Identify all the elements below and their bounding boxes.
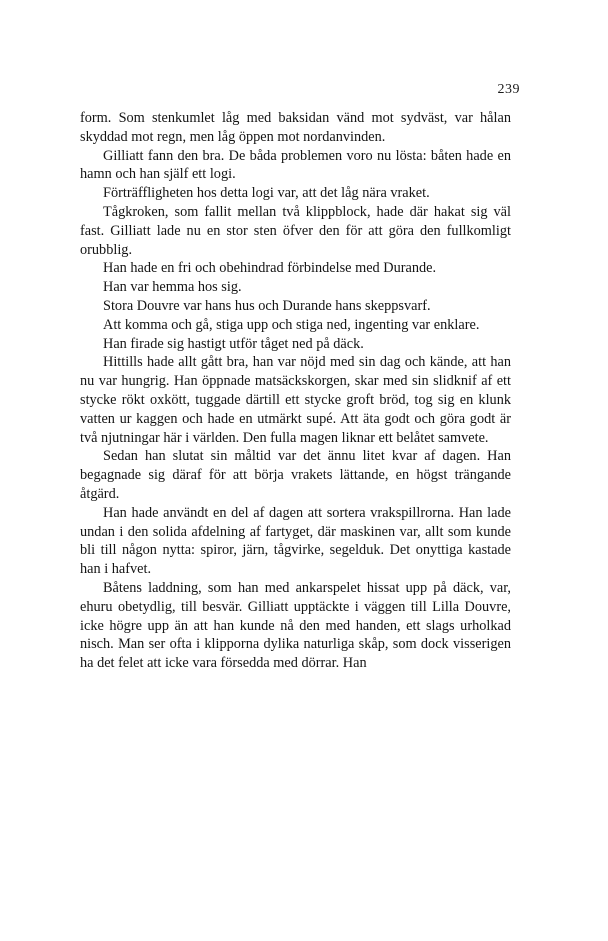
paragraph: Gilliatt fann den bra. De båda problemen voro nu lösta: båten hade en hamn och han själf ett logi.: [80, 147, 511, 183]
paragraph: Stora Douvre var hans hus och Durande hans skeppsvarf.: [103, 297, 431, 314]
paragraph: Sedan han slutat sin måltid var det ännu litet kvar af dagen. Han begagnade sig däraf för att börja vrakets lättande, en högst trängande åtgärd.: [80, 448, 511, 502]
paragraph: Han var hemma hos sig.: [103, 279, 242, 296]
paragraph: Hittills hade allt gått bra, han var nöjd med sin dag och kände, att han nu var hungrig. Han öppnade matsäckskorgen, skar med sin slidknif af ett stycke rökt oxkött, tuggade därtill ett stycke groft bröd, tog sig en klunk vatten ur kaggen och hade en utmärkt supé. Att äta godt och göra godt är två njutningar här i världen. Den fulla magen liknar ett belåtet samvete.: [80, 354, 511, 446]
paragraph: Båtens laddning, som han med ankarspelet hissat upp på däck, var, ehuru obetydlig, till besvär. Gilliatt upptäckte i väggen till Lilla Douvre, icke högre upp än att han kunde nå den med handen, ett slags urholkad nisch. Man ser ofta i klipporna dylika naturliga skåp, som dock visserigen ha det felet att icke vara försedda med dörrar. Han: [80, 579, 511, 672]
paragraph: Han hade en fri och obehindrad förbindelse med Durande.: [103, 260, 437, 277]
page-number: 239: [497, 82, 520, 97]
paragraph: Han firade sig hastigt utför tåget ned på däck.: [103, 335, 364, 352]
paragraph: Han hade användt en del af dagen att sortera vrakspillrorna. Han lade undan i den solida afdelning af fartyget, där maskinen var, allt som kunde bli till någon nytta: spiror, järn, tågvirke, segelduk. Det onyttiga kastade han i hafvet.: [80, 504, 511, 578]
paragraph: form. Som stenkumlet låg med baksidan vänd mot sydväst, var hålan skyddad mot regn, men låg öppen mot nordanvinden.: [80, 110, 511, 145]
body-text: [80, 109, 511, 673]
paragraph: Tågkroken, som fallit mellan två klippblock, hade där hakat sig väl fast. Gilliatt lade nu en stor sten öfver den för att göra den fullkomligt orubblig.: [80, 203, 511, 258]
paragraph: Förträffligheten hos detta logi var, att det låg nära vraket.: [103, 185, 430, 202]
paragraph: Att komma och gå, stiga upp och stiga ned, ingenting var enklare.: [103, 316, 480, 333]
